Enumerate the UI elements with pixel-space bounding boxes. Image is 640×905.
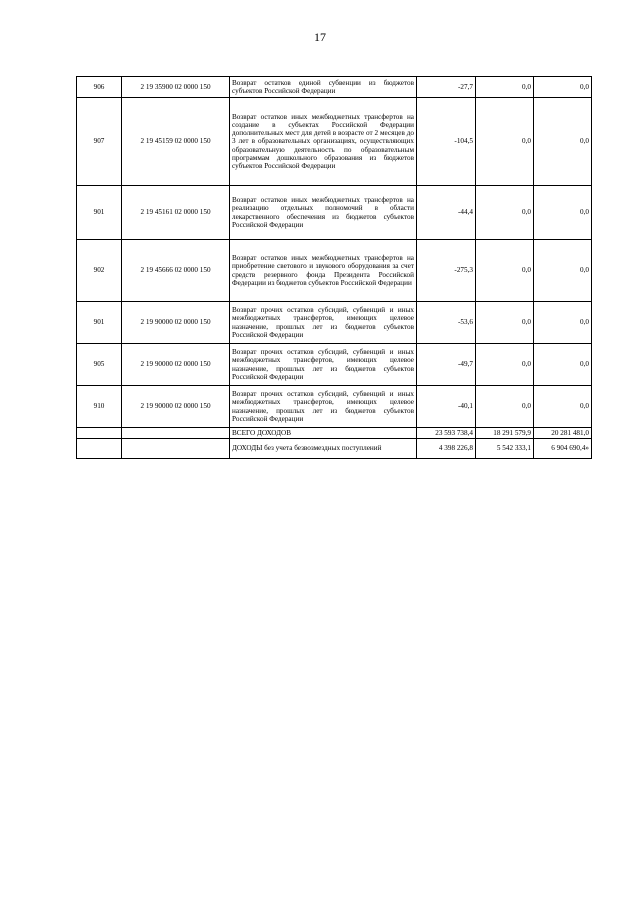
table-row: [77, 386, 592, 428]
amount-year1-cell: -27,7: [417, 77, 476, 98]
admin-code-cell: 901: [77, 186, 122, 240]
amount-year3-cell: 0,0: [534, 302, 592, 344]
revenue-name-cell: Возврат остатков единой субвенции из бюджетов субъектов Российской Федерации: [230, 77, 417, 98]
amount-year1-cell: -53,6: [417, 302, 476, 344]
admin-code-cell: 910: [77, 386, 122, 428]
amount-year2-cell: 0,0: [476, 240, 534, 302]
revenue-name-cell: Возврат прочих остатков субсидий, субвенций и иных межбюджетных трансфертов, имеющих целевое назначение, прошлых лет из бюджетов субъектов Российской Федерации: [230, 344, 417, 386]
amount-year2-cell: 5 542 333,1: [476, 439, 534, 459]
amount-year2-cell: 0,0: [476, 386, 534, 428]
table-row: [77, 77, 592, 98]
table-row: [77, 186, 592, 240]
budget-code-cell: 2 19 45159 02 0000 150: [122, 98, 230, 186]
budget-code-cell: 2 19 90000 02 0000 150: [122, 302, 230, 344]
admin-code-cell: 906: [77, 77, 122, 98]
revenue-name-cell: Возврат прочих остатков субсидий, субвенций и иных межбюджетных трансфертов, имеющих целевое назначение, прошлых лет из бюджетов субъектов Российской Федерации: [230, 386, 417, 428]
revenue-name-cell: Возврат остатков иных межбюджетных трансфертов на приобретение светового и звукового оборудования за счет средств резервного фонда Президента Российской Федерации из бюджетов субъектов Российской Федерации: [230, 240, 417, 302]
amount-year1-cell: 4 398 226,8: [417, 439, 476, 459]
amount-year1-cell: -104,5: [417, 98, 476, 186]
revenue-name-cell: Возврат прочих остатков субсидий, субвенций и иных межбюджетных трансфертов, имеющих целевое назначение, прошлых лет из бюджетов субъектов Российской Федерации: [230, 302, 417, 344]
amount-year3-cell: 0,0: [534, 98, 592, 186]
budget-code-cell: 2 19 90000 02 0000 150: [122, 386, 230, 428]
table-row: [77, 240, 592, 302]
table-row: [77, 98, 592, 186]
total-row: [77, 428, 592, 439]
revenue-table: [76, 76, 592, 459]
admin-code-cell: [77, 439, 122, 459]
total-revenue-label: ВСЕГО ДОХОДОВ: [230, 428, 417, 439]
table-row: [77, 302, 592, 344]
amount-year3-cell: 0,0: [534, 386, 592, 428]
amount-year1-cell: -44,4: [417, 186, 476, 240]
amount-year3-cell: 0,0: [534, 344, 592, 386]
budget-code-cell: 2 19 45161 02 0000 150: [122, 186, 230, 240]
amount-year3-cell: 0,0: [534, 240, 592, 302]
budget-code-cell: [122, 428, 230, 439]
admin-code-cell: 902: [77, 240, 122, 302]
revenue-name-cell: Возврат остатков иных межбюджетных трансфертов на создание в субъектах Российской Федерации дополнительных мест для детей в возрасте от 2 месяцев до 3 лет в образовательных организациях, осуществляющих образовательную деятельность по образовательным программам дошкольного образования из бюджетов субъектов Российской Федерации: [230, 98, 417, 186]
admin-code-cell: 907: [77, 98, 122, 186]
budget-code-cell: 2 19 90000 02 0000 150: [122, 344, 230, 386]
admin-code-cell: [77, 428, 122, 439]
amount-year1-cell: -49,7: [417, 344, 476, 386]
amount-year3-cell: 0,0: [534, 77, 592, 98]
amount-year2-cell: 0,0: [476, 98, 534, 186]
budget-code-cell: 2 19 35900 02 0000 150: [122, 77, 230, 98]
page-number: 17: [314, 30, 326, 44]
amount-year3-cell: 6 904 690,4»: [534, 439, 592, 459]
amount-year2-cell: 18 291 579,9: [476, 428, 534, 439]
admin-code-cell: 901: [77, 302, 122, 344]
admin-code-cell: 905: [77, 344, 122, 386]
budget-code-cell: 2 19 45666 02 0000 150: [122, 240, 230, 302]
table-row: [77, 344, 592, 386]
amount-year2-cell: 0,0: [476, 302, 534, 344]
own-revenue-label: ДОХОДЫ без учета безвозмездных поступлений: [230, 439, 417, 459]
amount-year1-cell: -40,1: [417, 386, 476, 428]
amount-year2-cell: 0,0: [476, 186, 534, 240]
amount-year3-cell: 20 281 481,0: [534, 428, 592, 439]
amount-year1-cell: -275,3: [417, 240, 476, 302]
amount-year2-cell: 0,0: [476, 77, 534, 98]
revenue-name-cell: Возврат остатков иных межбюджетных трансфертов на реализацию отдельных полномочий в области лекарственного обеспечения из бюджетов субъектов Российской Федерации: [230, 186, 417, 240]
budget-code-cell: [122, 439, 230, 459]
amount-year2-cell: 0,0: [476, 344, 534, 386]
amount-year3-cell: 0,0: [534, 186, 592, 240]
amount-year1-cell: 23 593 738,4: [417, 428, 476, 439]
total-row: [77, 439, 592, 459]
